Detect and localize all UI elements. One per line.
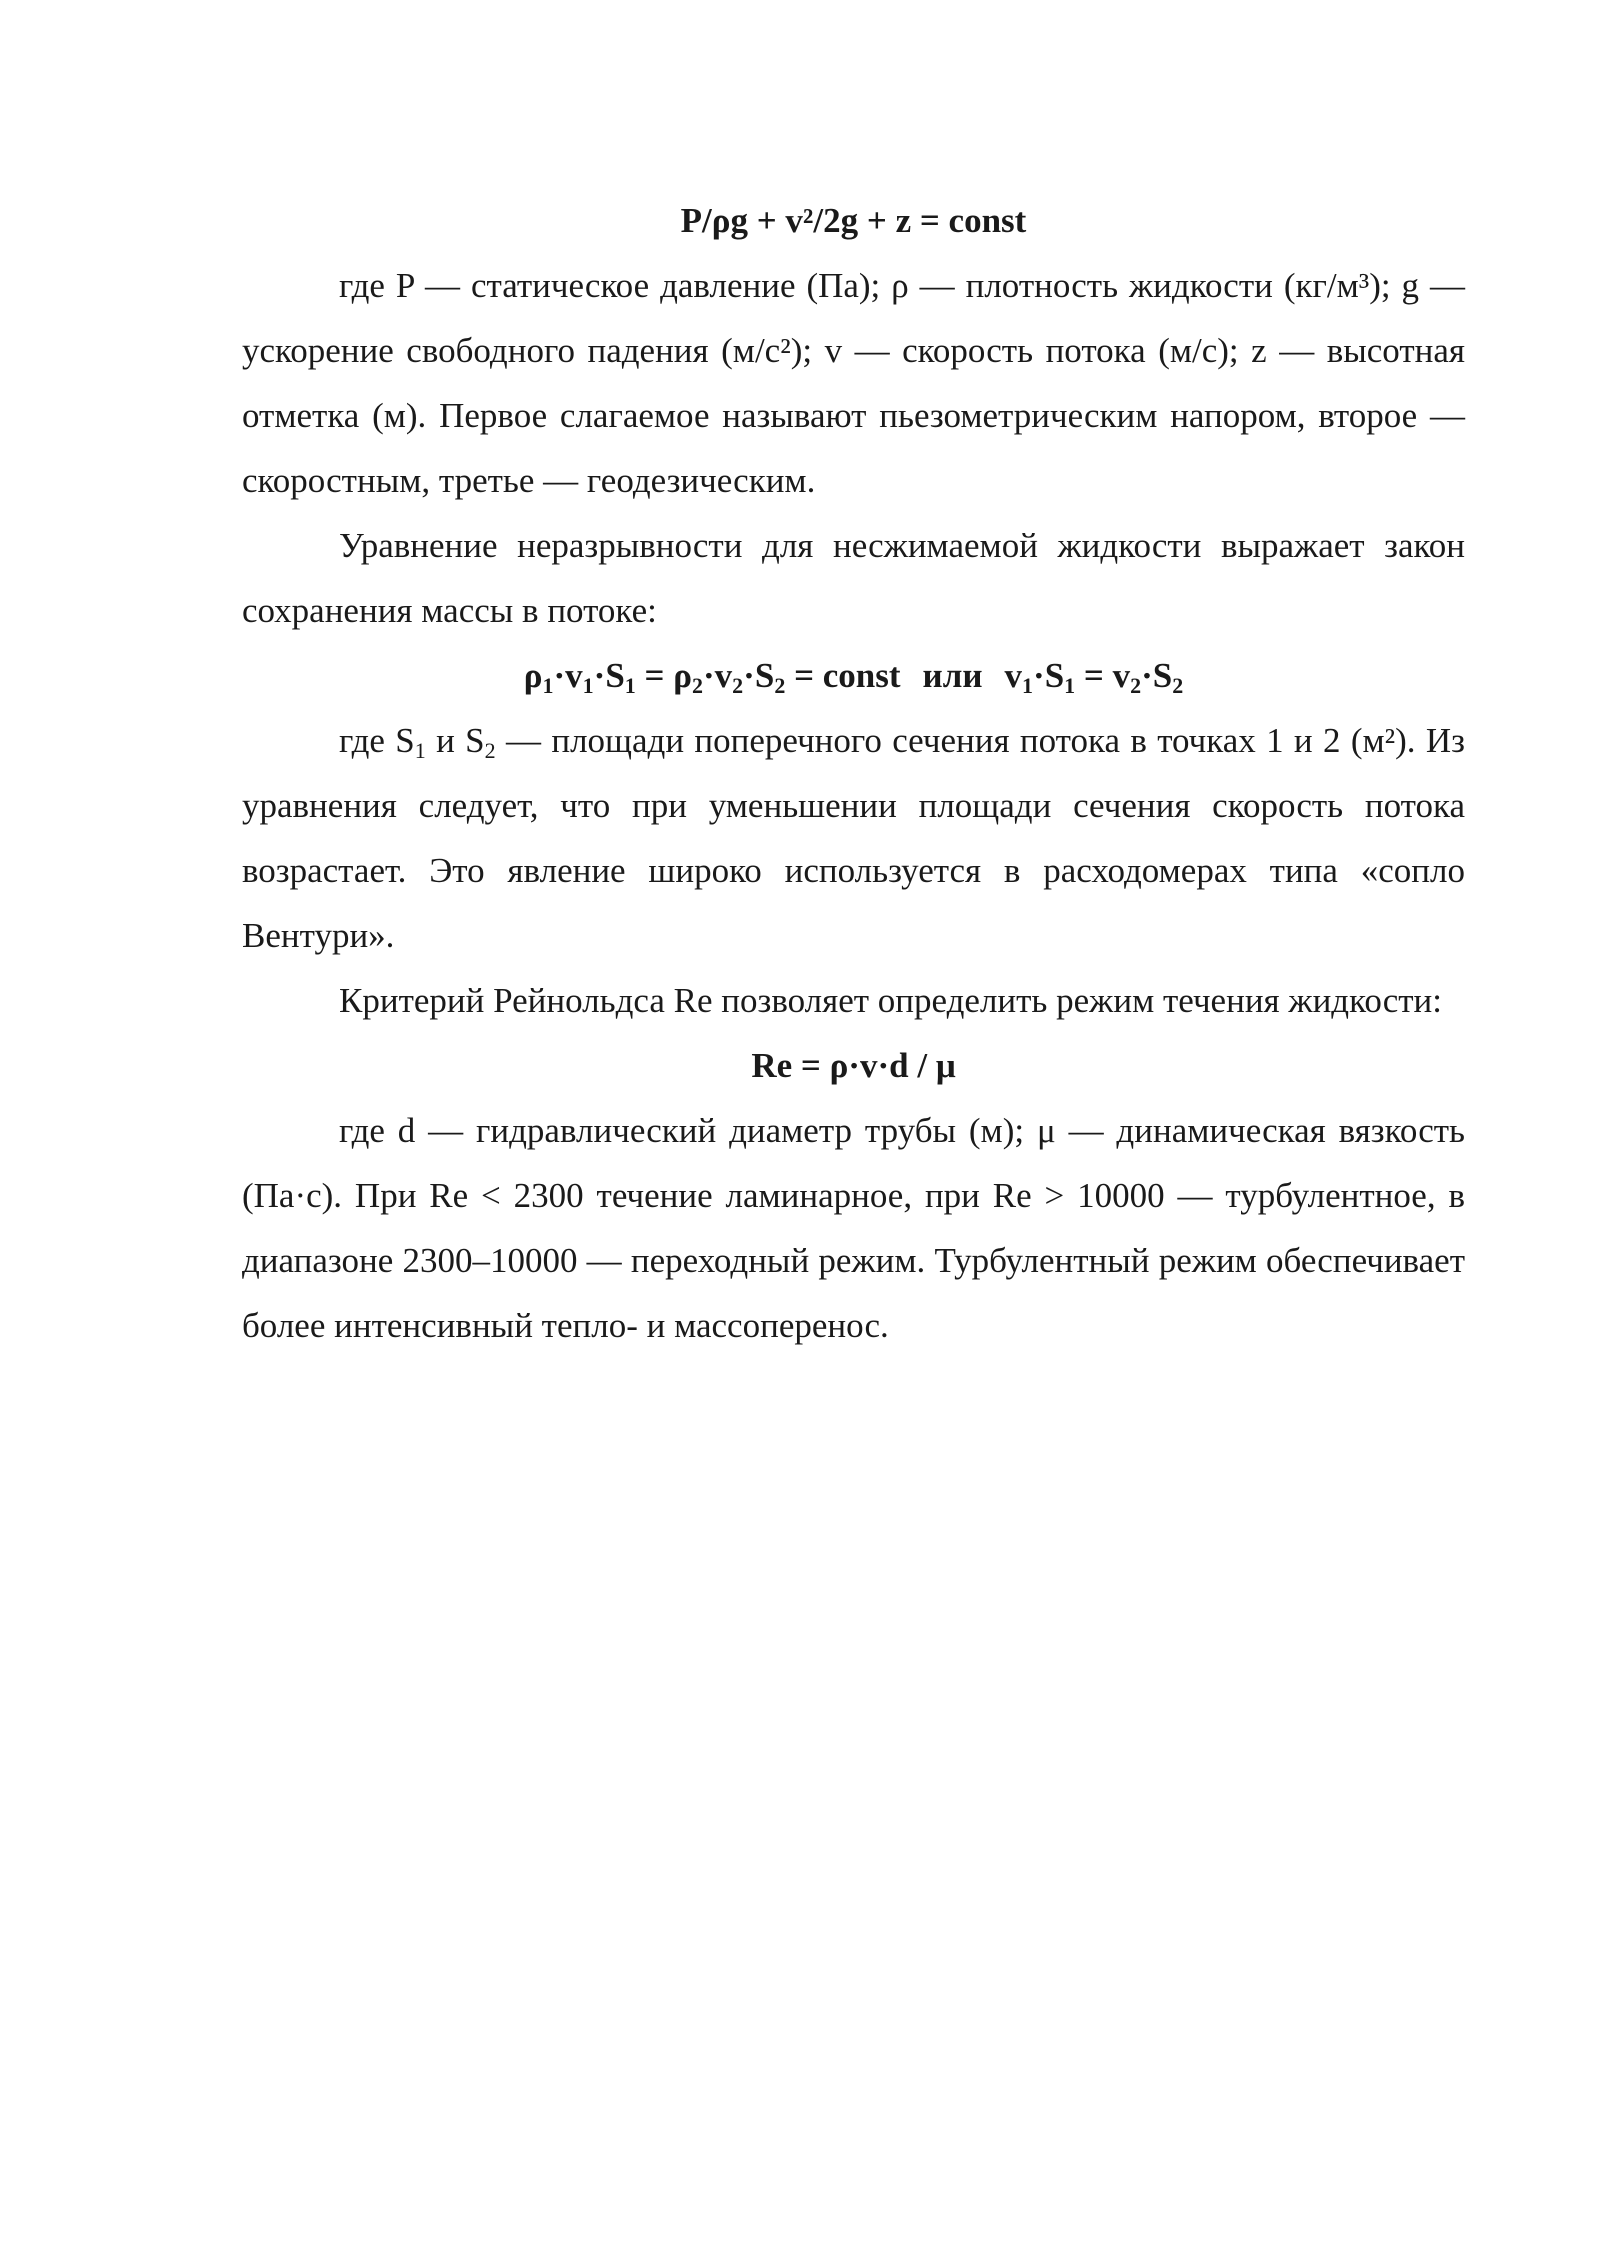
- document-page: [242, 188, 1465, 1358]
- continuity-intro-paragraph: Уравнение неразрывности для несжимаемой жидкости выражает закон сохранения массы в потоке:: [242, 526, 1465, 630]
- continuity-explanation-paragraph: где $S_1$ и $S_2$ — площади поперечного сечения потока в точках 1 и 2 (м²). Из уравнения следует, что при уменьшении площади сечения скорость потока возрастает. Это явление широко используется в расходомерах типа «сопло Вентури».: [242, 721, 1465, 955]
- reynolds-explanation-paragraph: где d — гидравлический диаметр трубы (м); μ — динамическая вязкость (Па·с). При Re < 2300 течение ламинарное, при Re > 10000 — турбулентное, в диапазоне 2300–10000 — переходный режим. Турбулентный режим обеспечивает более интенсивный тепло- и массоперенос.: [242, 1111, 1465, 1345]
- or-word: или: [922, 656, 983, 695]
- bernoulli-explanation-paragraph: где P — статическое давление (Па); ρ — плотность жидкости (кг/м³); g — ускорение свободного падения (м/с²); v — скорость потока (м/с); z — высотная отметка (м). Первое слагаемое называют пьезометрическим напором, второе — скоростным, третье — геодезическим.: [242, 266, 1465, 500]
- reynolds-equation: Re = ρ·v·d / μ: [751, 1046, 956, 1085]
- continuity-equation: $\rho_1\cdot v_1\cdot S_1 = \rho_2\cdot v_2\cdot S_2$ = const или $v_1\cdot S_1 = v_2\cdot S_2$: [523, 656, 1184, 698]
- bernoulli-equation: P/ρg + v²/2g + z = const: [680, 201, 1027, 240]
- reynolds-intro-paragraph: Критерий Рейнольдса Re позволяет определить режим течения жидкости:: [339, 981, 1442, 1020]
